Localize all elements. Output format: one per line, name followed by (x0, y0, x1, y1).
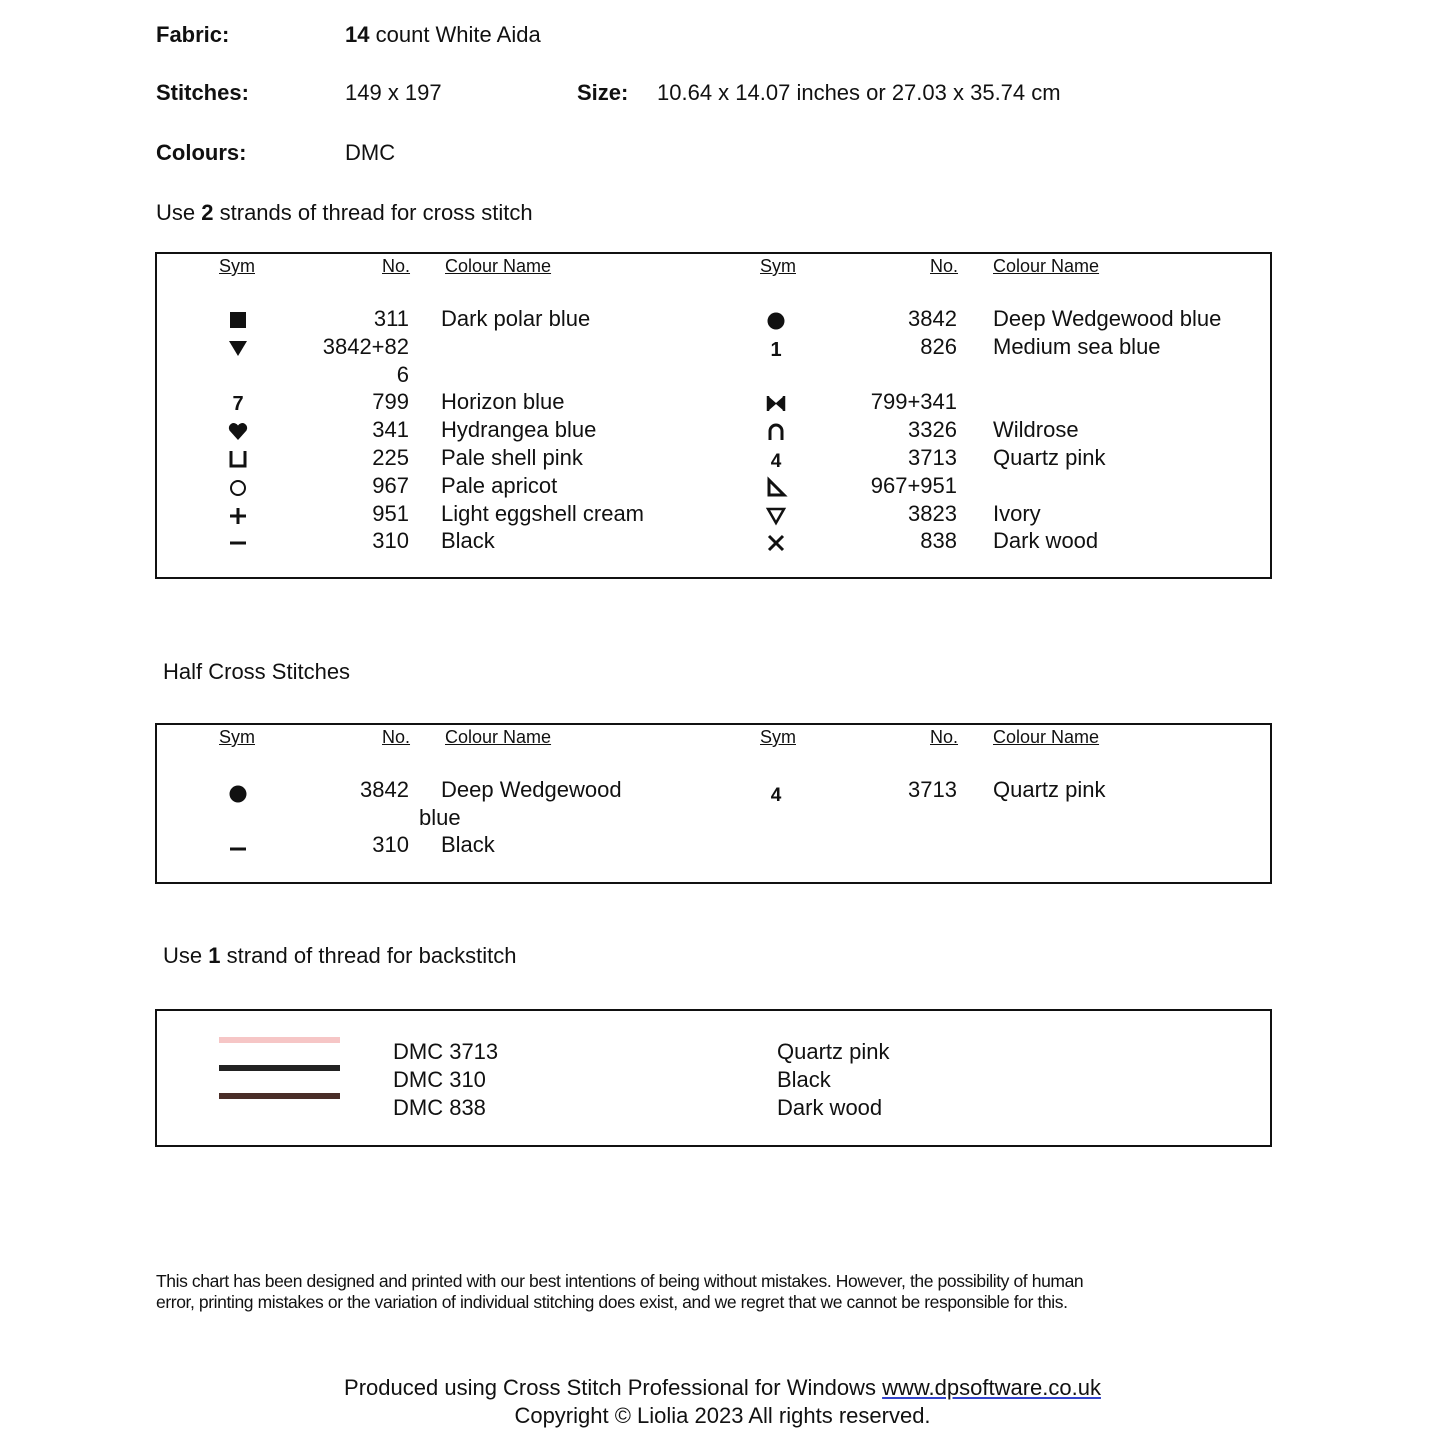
intro-post: strands of thread for cross stitch (219, 200, 533, 225)
half-cross-key-table (155, 723, 1272, 884)
fabric-type: count White Aida (375, 22, 541, 47)
filled-square-icon (226, 308, 250, 332)
intro-pre: Use (163, 943, 203, 968)
backstitch-line-swatch (219, 1065, 340, 1071)
backstitch-name: Quartz pink (777, 1039, 890, 1064)
stitches-label: Stitches: (156, 80, 249, 105)
colour-name: Hydrangea blue (441, 417, 597, 442)
backstitch-key-table (155, 1009, 1272, 1147)
colour-name: Dark wood (993, 528, 1099, 553)
colour-number: 799+341 (870, 389, 957, 414)
disclaimer (156, 1271, 1083, 1313)
colour-name-cont: blue (419, 805, 461, 830)
footer-website-link[interactable]: www.dpsoftware.co.uk (882, 1375, 1101, 1400)
colour-name: Deep Wedgewood (441, 777, 622, 802)
colour-number: 3842+82 (322, 334, 409, 359)
colour-number: 3713 (908, 445, 957, 470)
open-circle-icon (226, 475, 250, 499)
colour-number: 967+951 (870, 473, 957, 498)
intro-post: strand of thread for backstitch (226, 943, 517, 968)
colour-number: 341 (372, 417, 409, 442)
colour-number-cont: 6 (396, 362, 409, 387)
cross-stitch-key-table (155, 252, 1272, 579)
cross-stitch-intro (156, 200, 533, 226)
backstitch-code: DMC 838 (393, 1095, 486, 1120)
colour-number: 311 (373, 306, 409, 331)
colour-number: 3713 (908, 777, 957, 802)
fabric-label: Fabric: (156, 22, 230, 47)
header-sym: Sym (760, 727, 796, 747)
four-icon (764, 781, 788, 805)
colour-name: Horizon blue (441, 389, 565, 414)
colour-number: 838 (920, 528, 957, 553)
colour-name: Quartz pink (993, 445, 1106, 470)
one-icon (764, 336, 788, 360)
colour-number: 826 (920, 334, 957, 359)
minus-icon (226, 530, 250, 554)
colour-name: Medium sea blue (993, 334, 1161, 359)
size-label: Size: (577, 80, 629, 105)
heart-icon (226, 419, 250, 443)
backstitch-intro (163, 943, 516, 969)
backstitch-name: Black (777, 1067, 831, 1092)
stitches-value: 149 x 197 (345, 80, 442, 105)
colours-value: DMC (345, 140, 396, 165)
disclaimer-line-1: This chart has been designed and printed with our best intentions of being without mistakes. However, the possibility of human (156, 1271, 1084, 1291)
header-sym: Sym (760, 256, 796, 276)
header-colour-name: Colour Name (993, 727, 1100, 747)
backstitch-line-swatch (219, 1093, 340, 1099)
header-colour-name: Colour Name (445, 256, 552, 276)
colour-number: 225 (372, 445, 409, 470)
svg-text:4: 4 (770, 451, 782, 471)
colours-label: Colours: (156, 140, 247, 165)
intro-strands: 2 (201, 200, 214, 225)
colour-name: Wildrose (993, 417, 1079, 442)
filled-triangle-down-icon (226, 336, 250, 360)
colour-name: Dark polar blue (441, 306, 591, 331)
colour-number: 967 (372, 473, 409, 498)
colour-name: Ivory (993, 501, 1041, 526)
colour-name: Black (441, 528, 495, 553)
backstitch-name: Dark wood (777, 1095, 883, 1120)
colour-number: 799 (372, 389, 409, 414)
filled-circle-icon (764, 308, 788, 332)
footer-produced-text: Produced using Cross Stitch Professional for Windows (344, 1375, 876, 1400)
intro-strands: 1 (208, 943, 221, 968)
header-sym: Sym (219, 256, 255, 276)
half-cross-title: Half Cross Stitches (163, 659, 351, 684)
backstitch-line-swatch (219, 1037, 340, 1043)
backstitch-code: DMC 3713 (393, 1039, 499, 1064)
open-square-bottom-icon (226, 447, 250, 471)
colour-name: Pale apricot (441, 473, 558, 498)
colour-name: Quartz pink (993, 777, 1106, 802)
footer-produced (0, 1375, 1445, 1401)
intro-pre: Use (156, 200, 196, 225)
colour-number: 310 (372, 528, 409, 553)
colour-number: 951 (372, 501, 409, 526)
colour-name: Black (441, 832, 495, 857)
header-no: No. (382, 727, 411, 747)
backstitch-code: DMC 310 (393, 1067, 486, 1092)
header-no: No. (930, 727, 959, 747)
colour-number: 3842 (360, 777, 409, 802)
fabric-count: 14 (345, 22, 370, 47)
colour-name: Pale shell pink (441, 445, 583, 470)
bowtie-icon (764, 391, 788, 415)
colour-number: 3326 (908, 417, 957, 442)
footer-copyright: Copyright © Liolia 2023 All rights reserved. (514, 1403, 931, 1428)
plus-icon (226, 503, 250, 527)
arch-icon (764, 419, 788, 443)
svg-text:4: 4 (770, 785, 782, 805)
cross-icon (764, 530, 788, 554)
header-colour-name: Colour Name (993, 256, 1100, 276)
filled-circle-icon (226, 781, 250, 805)
header-no: No. (382, 256, 411, 276)
right-triangle-icon (764, 475, 788, 499)
four-icon (764, 447, 788, 471)
open-triangle-down-icon (764, 503, 788, 527)
header-colour-name: Colour Name (445, 727, 552, 747)
fabric-value (345, 22, 541, 48)
colour-name: Light eggshell cream (441, 501, 645, 526)
header-no: No. (930, 256, 959, 276)
colour-name: Deep Wedgewood blue (993, 306, 1222, 331)
seven-icon (226, 391, 250, 415)
colour-number: 3823 (908, 501, 957, 526)
minus-icon (226, 836, 250, 860)
disclaimer-line-2: error, printing mistakes or the variation of individual stitching does exist, and we regret that we cannot be responsible for this. (156, 1292, 1068, 1312)
header-sym: Sym (219, 727, 255, 747)
size-value: 10.64 x 14.07 inches or 27.03 x 35.74 cm (657, 80, 1061, 105)
colour-number: 3842 (908, 306, 957, 331)
svg-text:1: 1 (770, 339, 782, 360)
colour-number: 310 (372, 832, 409, 857)
svg-text:7: 7 (232, 393, 244, 415)
